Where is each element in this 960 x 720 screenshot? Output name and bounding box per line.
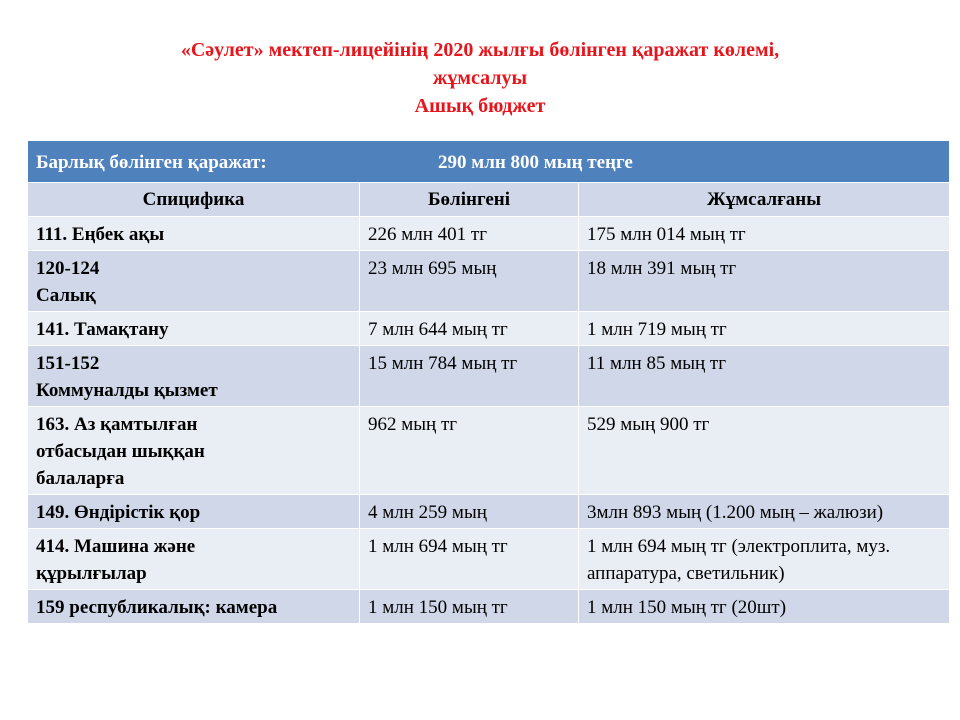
total-value: 290 млн 800 мың теңге bbox=[438, 152, 633, 173]
spec-line: 141. Тамақтану bbox=[36, 319, 169, 340]
spec-line: 151-152 bbox=[36, 353, 100, 374]
spec-cell bbox=[28, 495, 360, 529]
table-row bbox=[28, 346, 950, 407]
spec-line: 414. Машина және bbox=[36, 536, 196, 557]
allocated-cell: 962 мың тг bbox=[360, 407, 579, 495]
table-row bbox=[28, 251, 950, 312]
table-row bbox=[28, 590, 950, 624]
spec-cell bbox=[28, 407, 360, 495]
column-header-spent: Жұмсалғаны bbox=[579, 183, 950, 217]
allocated-cell: 7 млн 644 мың тг bbox=[360, 312, 579, 346]
spent-cell: 529 мың 900 тг bbox=[579, 407, 950, 495]
budget-table bbox=[27, 140, 950, 624]
spent-cell: 11 млн 85 мың тг bbox=[579, 346, 950, 407]
allocated-cell: 1 млн 694 мың тг bbox=[360, 529, 579, 590]
allocated-cell: 226 млн 401 тг bbox=[360, 217, 579, 251]
title-line-1: «Сәулет» мектеп-лицейінің 2020 жылғы бөлінген қаражат көлемі, bbox=[180, 39, 780, 61]
spec-cell bbox=[28, 590, 360, 624]
spent-cell: 1 млн 150 мың тг (20шт) bbox=[579, 590, 950, 624]
spec-line: 149. Өндірістік қор bbox=[36, 502, 201, 523]
table-row bbox=[28, 529, 950, 590]
spent-cell: 18 млн 391 мың тг bbox=[579, 251, 950, 312]
column-header-spec: Спицифика bbox=[28, 183, 360, 217]
table-row bbox=[28, 407, 950, 495]
spent-cell: 1 млн 694 мың тг (электроплита, муз. аппаратура, светильник) bbox=[579, 529, 950, 590]
spec-cell bbox=[28, 529, 360, 590]
allocated-cell: 1 млн 150 мың тг bbox=[360, 590, 579, 624]
total-label: Барлық бөлінген қаражат: bbox=[36, 152, 267, 173]
total-cell bbox=[28, 141, 950, 183]
slide-title bbox=[40, 36, 920, 120]
spec-cell bbox=[28, 346, 360, 407]
total-row bbox=[28, 141, 950, 183]
spec-line: Салық bbox=[36, 285, 96, 306]
allocated-cell: 15 млн 784 мың тг bbox=[360, 346, 579, 407]
spec-line: отбасыдан шыққан bbox=[36, 441, 205, 462]
spec-line: 163. Аз қамтылған bbox=[36, 414, 198, 435]
spec-line: 159 республикалық: камера bbox=[36, 597, 278, 618]
allocated-cell: 4 млн 259 мың bbox=[360, 495, 579, 529]
spec-cell bbox=[28, 217, 360, 251]
spent-cell: 3млн 893 мың (1.200 мың – жалюзи) bbox=[579, 495, 950, 529]
spent-cell: 1 млн 719 мың тг bbox=[579, 312, 950, 346]
table-row bbox=[28, 312, 950, 346]
spent-cell: 175 млн 014 мың тг bbox=[579, 217, 950, 251]
spec-cell bbox=[28, 312, 360, 346]
title-line-2: жұмсалуы bbox=[432, 67, 528, 89]
column-header-row bbox=[28, 183, 950, 217]
spec-line: Коммуналды қызмет bbox=[36, 380, 218, 401]
spec-line: 111. Еңбек ақы bbox=[36, 224, 165, 245]
table-row bbox=[28, 217, 950, 251]
column-header-allocated: Бөлінгені bbox=[360, 183, 579, 217]
spec-line: балаларға bbox=[36, 468, 125, 489]
table-row bbox=[28, 495, 950, 529]
spec-line: құрылғылар bbox=[36, 563, 147, 584]
spec-line: 120-124 bbox=[36, 258, 100, 279]
title-line-3: Ашық бюджет bbox=[414, 95, 546, 117]
allocated-cell: 23 млн 695 мың bbox=[360, 251, 579, 312]
spec-cell bbox=[28, 251, 360, 312]
